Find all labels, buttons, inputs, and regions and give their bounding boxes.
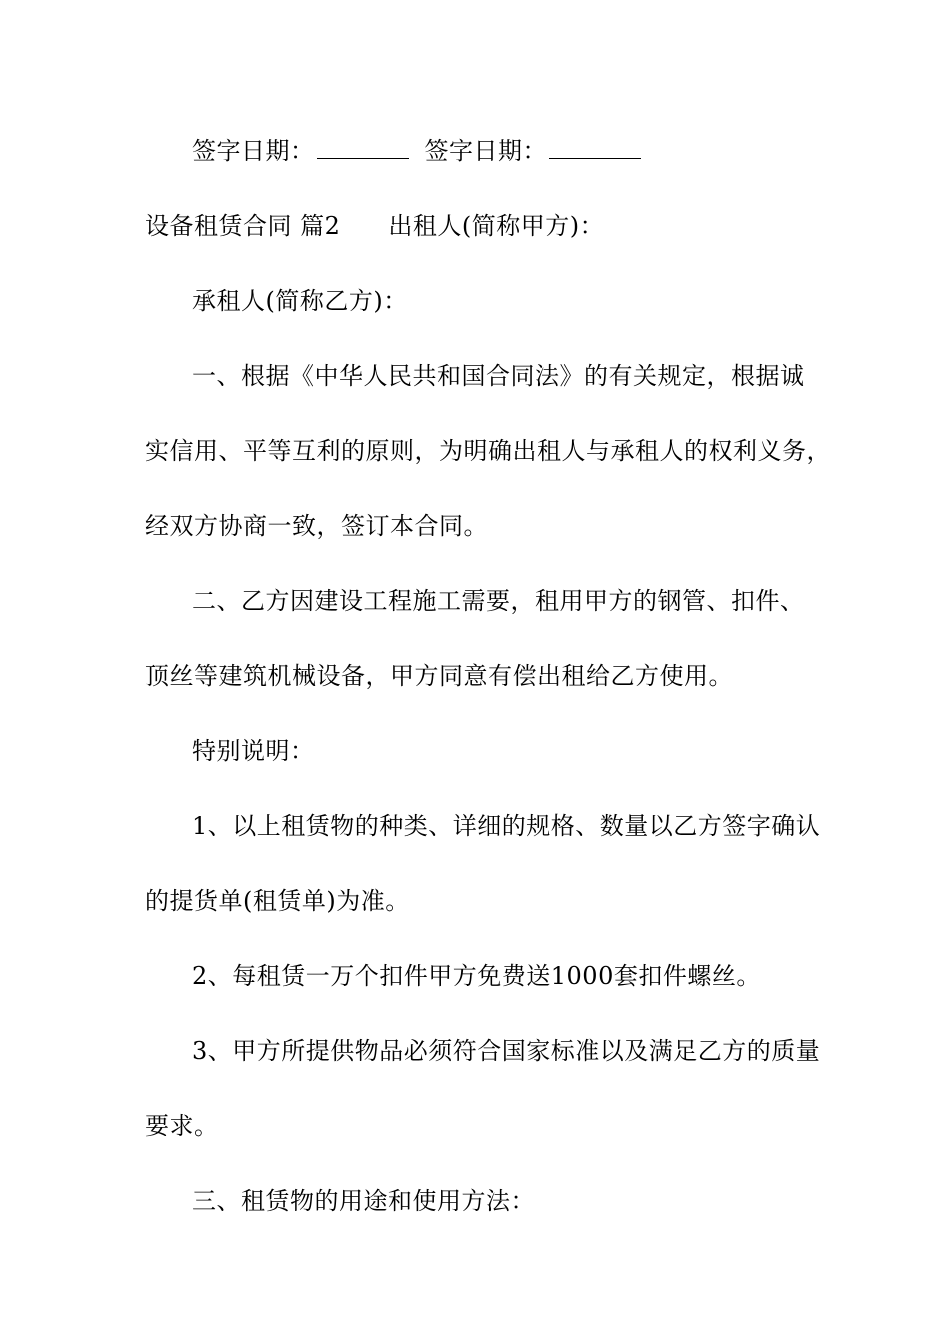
signature-date-blank: [317, 136, 409, 159]
signature-date-line: [192, 135, 657, 167]
signature-date-blank: [549, 136, 641, 159]
paragraph-line: 2、每租赁一万个扣件甲方免费送1000套扣件螺丝。: [192, 962, 761, 990]
paragraph-line: 的提货单(租赁单)为准。: [145, 887, 410, 915]
paragraph-line: 实信用、平等互利的原则，为明确出租人与承租人的权利义务，: [145, 437, 831, 465]
paragraph-line: 要求。: [145, 1112, 219, 1140]
lessor-label: 出租人(简称甲方)：: [388, 212, 605, 240]
section-heading: 三、租赁物的用途和使用方法：: [192, 1187, 535, 1215]
paragraph-line: 3、甲方所提供物品必须符合国家标准以及满足乙方的质量: [192, 1037, 821, 1065]
paragraph-line: 一、根据《中华人民共和国合同法》的有关规定，根据诚: [192, 362, 805, 390]
paragraph-line: 经双方协商一致，签订本合同。: [145, 512, 488, 540]
signature-date-label: 签字日期：: [192, 137, 315, 165]
paragraph-line: 1、以上租赁物的种类、详细的规格、数量以乙方签字确认: [192, 812, 821, 840]
special-note-heading: 特别说明：: [192, 737, 315, 765]
lessee-label: 承租人(简称乙方)：: [192, 287, 408, 315]
paragraph-line: 顶丝等建筑机械设备，甲方同意有偿出租给乙方使用。: [145, 662, 733, 690]
paragraph-line: 二、乙方因建设工程施工需要，租用甲方的钢管、扣件、: [192, 587, 805, 615]
contract-title: 设备租赁合同 篇2: [145, 212, 341, 240]
contract-heading-line: [145, 210, 604, 242]
signature-date-label: 签字日期：: [424, 137, 547, 165]
